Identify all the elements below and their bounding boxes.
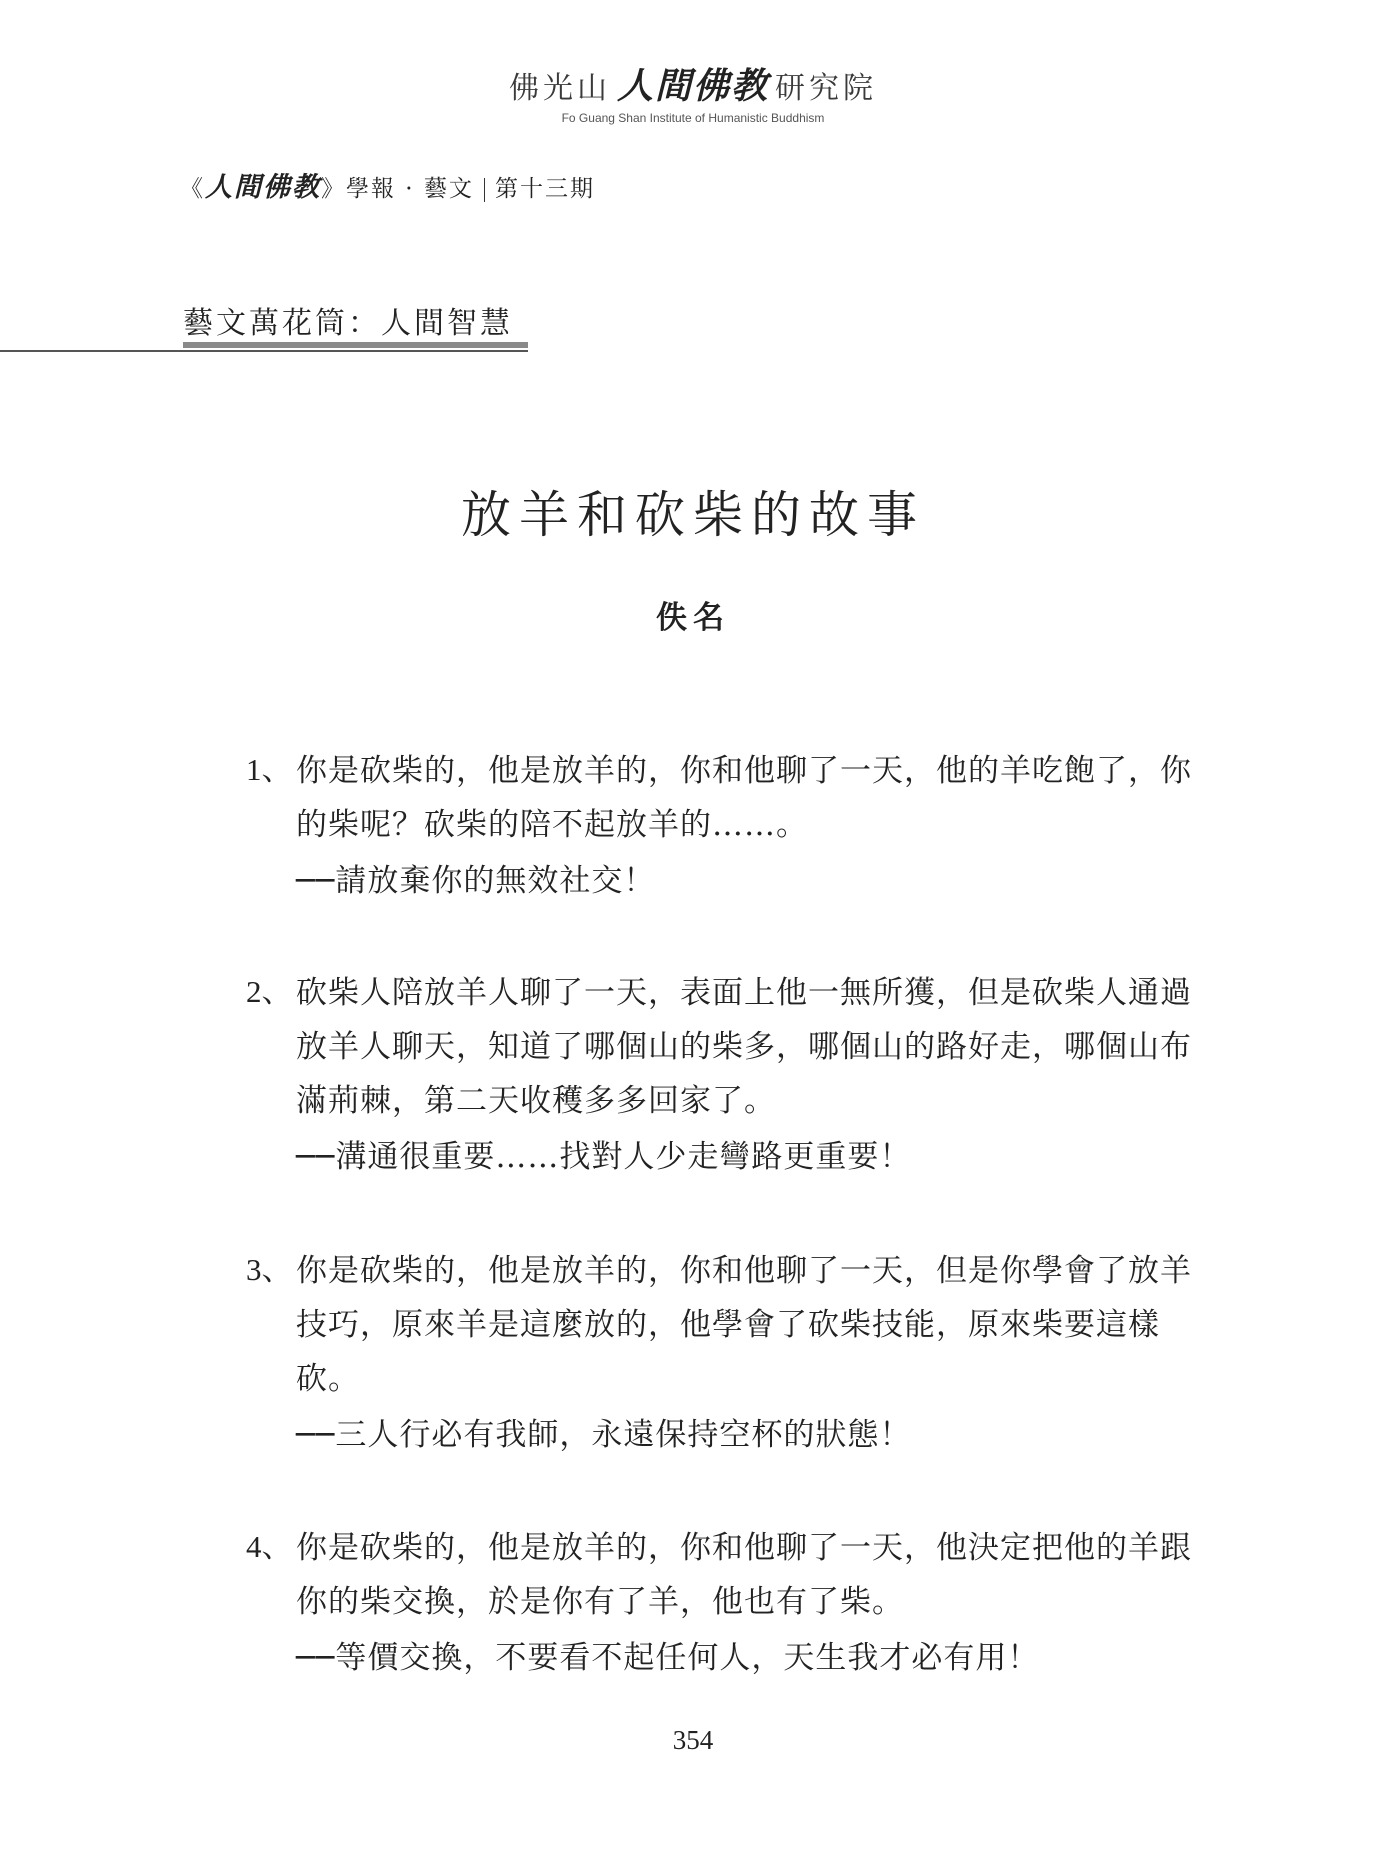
institute-logo-calligraphy: 人間佛教 xyxy=(616,65,769,107)
item-moral: ──三人行必有我師，永遠保持空杯的狀態！ xyxy=(296,1417,912,1453)
journal-open-bracket: 《 xyxy=(180,176,205,202)
journal-close-bracket: 》 xyxy=(321,176,346,202)
article-title: 放羊和砍柴的故事 xyxy=(461,486,925,544)
section-rule-thin xyxy=(0,350,528,352)
institute-name xyxy=(0,58,1386,109)
story-item xyxy=(246,744,1196,908)
item-text: 你是砍柴的，他是放羊的，你和他聊了一天，他決定把他的羊跟你的柴交換，於是你有了羊，他也有了柴。 xyxy=(296,1530,1192,1620)
institute-prefix: 佛光山 xyxy=(508,71,611,106)
institute-english-name: Fo Guang Shan Institute of Humanistic Buddhism xyxy=(561,111,825,125)
story-item xyxy=(246,1521,1196,1685)
item-number: 4、 xyxy=(246,1529,293,1564)
item-moral: ──溝通很重要……找對人少走彎路更重要！ xyxy=(296,1139,912,1175)
item-number: 3、 xyxy=(246,1252,293,1287)
item-moral: ──請放棄你的無效社交！ xyxy=(296,863,656,899)
journal-separator xyxy=(484,178,485,202)
item-number: 1、 xyxy=(246,752,293,787)
story-item xyxy=(246,1244,1196,1462)
journal-name: 學報 · 藝文 xyxy=(346,176,474,202)
item-moral: ──等價交換，不要看不起任何人，天生我才必有用！ xyxy=(296,1640,1040,1676)
article-author: 佚名 xyxy=(656,600,730,636)
journal-running-head xyxy=(180,165,595,204)
story-item xyxy=(246,966,1196,1184)
item-number: 2、 xyxy=(246,974,293,1009)
item-text: 你是砍柴的，他是放羊的，你和他聊了一天，但是你學會了放羊技巧，原來羊是這麼放的，他學會了砍柴技能，原來柴要這樣砍。 xyxy=(296,1253,1192,1397)
item-text: 砍柴人陪放羊人聊了一天，表面上他一無所獲，但是砍柴人通過放羊人聊天，知道了哪個山的柴多，哪個山的路好走，哪個山布滿荊棘，第二天收穫多多回家了。 xyxy=(296,975,1192,1119)
item-text: 你是砍柴的，他是放羊的，你和他聊了一天，他的羊吃飽了，你的柴呢？砍柴的陪不起放羊的……。 xyxy=(296,753,1192,843)
page-number: 354 xyxy=(672,1725,714,1755)
institute-suffix: 研究院 xyxy=(775,71,877,106)
section-title: 藝文萬花筒：人間智慧 xyxy=(183,306,513,341)
institute-header xyxy=(0,58,1386,125)
journal-issue: 第十三期 xyxy=(494,176,595,202)
journal-logo-calligraphy: 人間佛教 xyxy=(205,172,321,203)
section-rule-thick xyxy=(183,342,528,348)
